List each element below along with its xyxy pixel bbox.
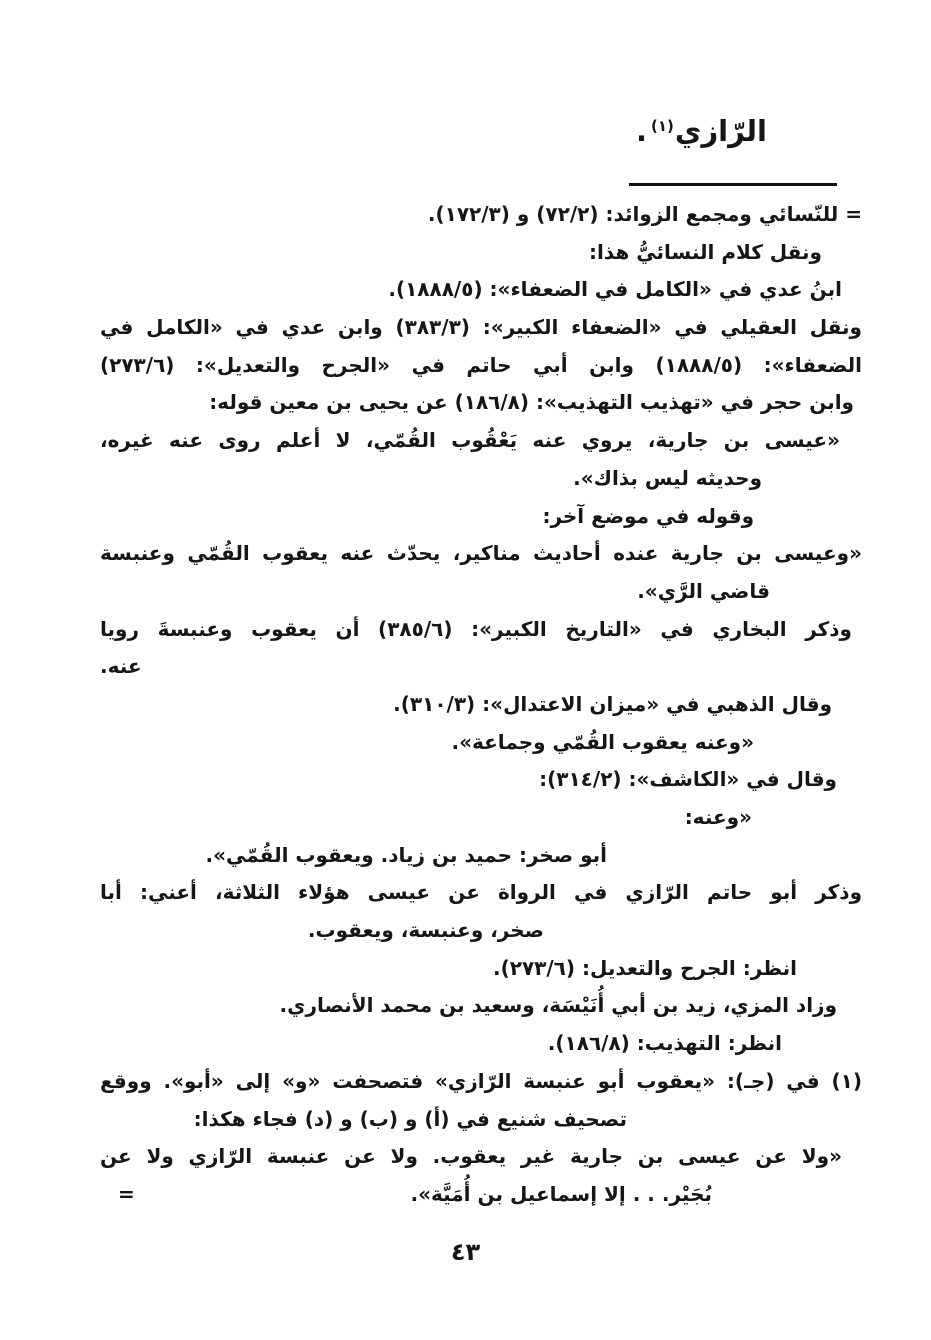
footnote-line	[100, 611, 862, 649]
footnote-line-text: وقوله في موضع آخر:	[542, 503, 754, 528]
footnote-line-text: وقال في «الكاشف»: (٣١٤/٢):	[539, 767, 837, 792]
footnote-line-text: تصحيف شنيع في (أ) و (ب) و (د) فجاء هكذا:	[193, 1106, 627, 1131]
footnote-line-text: وذكر أبو حاتم الرّازي في الرواة عن عيسى هؤلاء الثلاثة، أعني: أبا	[100, 880, 862, 905]
footnote-line	[100, 1101, 862, 1139]
footnote-line-text: ونقل العقيلي في «الضعفاء الكبير»: (٣٨٣/٣) وابن عدي في «الكامل في	[100, 315, 862, 340]
footnote-line-text: وزاد المزي، زيد بن أبي أُنَيْسَة، وسعيد بن محمد الأنصاري.	[279, 993, 837, 1018]
footnote-line-text: «عيسى بن جارية، يروي عنه يَعْقُوب القُمّي، لا أعلم روى عنه غيره،	[100, 428, 840, 453]
footnote-line	[100, 987, 862, 1025]
main-text-word: الرّازي	[674, 114, 767, 148]
main-text-period: .	[636, 114, 648, 148]
footnote-line	[100, 384, 862, 422]
footnote-section	[100, 196, 862, 1214]
footnote-line	[100, 1025, 862, 1063]
footnote-line-text: = للنّسائي ومجمع الزوائد: (٧٢/٢) و (١٧٢/٣).	[427, 202, 862, 226]
footnote-line-text: أبو صخر: حميد بن زياد. ويعقوب القُمّي».	[205, 842, 607, 867]
footnote-line-text: وقال الذهبي في «ميزان الاعتدال»: (٣١٠/٣).	[393, 691, 832, 716]
footnote-line-text: انظر: التهذيب: (١٨٦/٨).	[547, 1031, 782, 1056]
footnote-line	[100, 422, 862, 460]
footnote-line	[100, 196, 862, 234]
footnote-line-text: ابنُ عدي في «الكامل في الضعفاء»: (١٨٨٨/٥).	[388, 277, 842, 302]
footnote-line	[100, 234, 862, 272]
footnote-line-text: انظر: الجرح والتعديل: (٢٧٣/٦).	[492, 955, 797, 980]
main-text-line	[636, 104, 767, 153]
footnote-line	[100, 460, 862, 498]
footnote-line	[100, 347, 862, 385]
footnote-line	[100, 1138, 862, 1176]
footnote-line	[100, 573, 862, 611]
footnote-line-text: صخر، وعنبسة، ويعقوب.	[307, 918, 544, 943]
footnote-line	[100, 912, 862, 950]
footnote-line-text: ونقل كلام النسائيُّ هذا:	[589, 239, 822, 264]
footnote-line-text: «وعنه:	[684, 805, 752, 829]
footnote-line	[100, 950, 862, 988]
footnote-line-text: الضعفاء»: (١٨٨٨/٥) وابن أبي حاتم في «الجرح والتعديل»: (٢٧٣/٦)	[100, 352, 862, 377]
page-number: ٤٣	[450, 1238, 481, 1266]
footnote-line	[100, 309, 862, 347]
footnote-line	[100, 799, 862, 837]
footnote-line-text: وحديثه ليس بذاك».	[573, 465, 762, 490]
footnote-line-text: وابن حجر في «تهذيب التهذيب»: (١٨٦/٨) عن يحيى بن معين قوله:	[209, 390, 854, 415]
footnote-line-text: عنه.	[100, 654, 142, 679]
footnote-line-text: وذكر البخاري في «التاريخ الكبير»: (٣٨٥/٦) أن يعقوب وعنبسةَ رويا	[100, 616, 852, 641]
footnote-line-text: (١) في (جـ): «يعقوب أبو عنبسة الرّازي» فتصحفت «و» إلى «أبو». ووقع	[100, 1068, 862, 1093]
continuation-mark-end: =	[118, 1181, 135, 1206]
footnote-line	[100, 761, 862, 799]
footnote-line	[100, 498, 862, 536]
footnote-line-text: بُجَيْر. . . إلا إسماعيل بن أُمَيَّة».	[410, 1181, 712, 1206]
footnote-line	[100, 271, 862, 309]
footnote-separator	[629, 183, 837, 186]
footnote-ref-marker: (١)	[651, 117, 674, 135]
footnote-line	[100, 724, 862, 762]
footnote-line	[100, 837, 862, 875]
footnote-line	[100, 686, 862, 724]
footnote-line	[100, 1176, 862, 1214]
footnote-line	[100, 1063, 862, 1101]
footnote-line	[100, 648, 862, 686]
footnote-line-text: «وعيسى بن جارية عنده أحاديث مناكير، يحدّث عنه يعقوب القُمّي وعنبسة	[100, 541, 862, 566]
footnote-line-text: قاضي الرَّي».	[637, 578, 770, 603]
footnote-line-text: «ولا عن عيسى بن جارية غير يعقوب. ولا عن عنبسة الرّازي ولا عن	[100, 1144, 842, 1169]
footnote-line	[100, 874, 862, 912]
text-block	[100, 0, 862, 1340]
footnote-line-text: «وعنه يعقوب القُمّي وجماعة».	[451, 729, 754, 754]
footnote-line	[100, 535, 862, 573]
